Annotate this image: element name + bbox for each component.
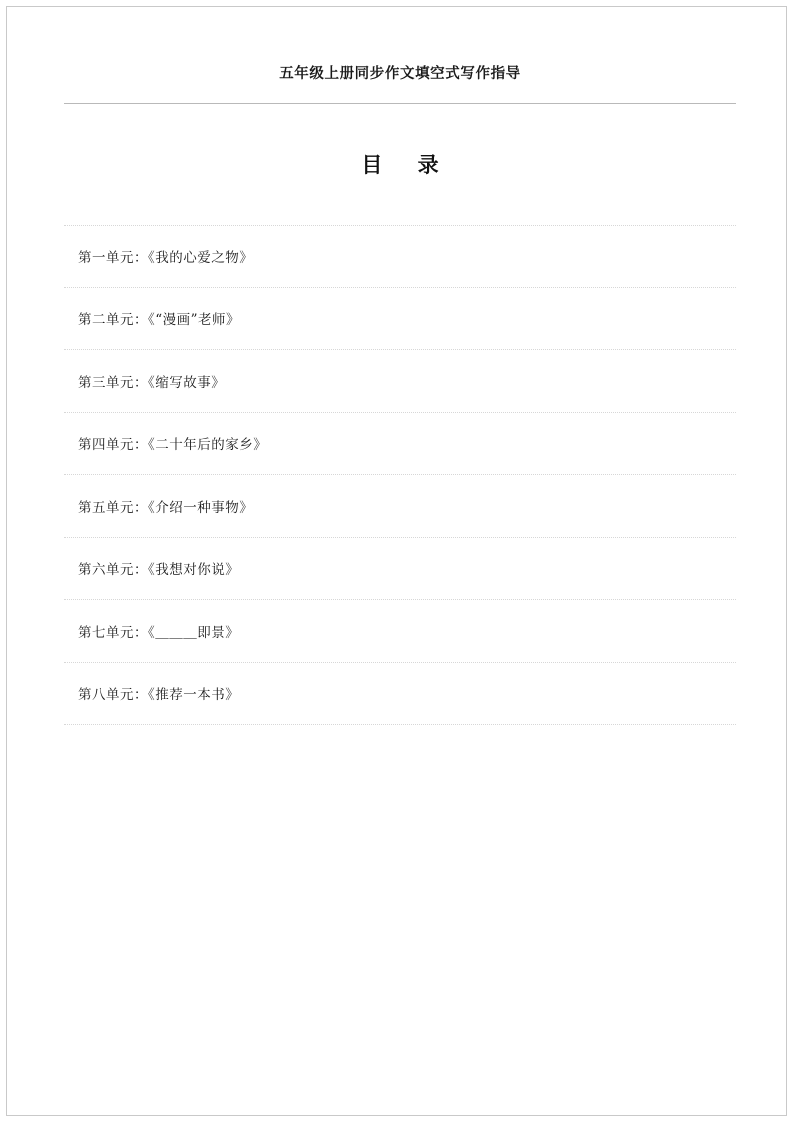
document-header-title: 五年级上册同步作文填空式写作指导 <box>279 65 521 82</box>
toc-entry-label: 第四单元：《二十年后的家乡》 <box>78 437 268 454</box>
header-divider <box>64 103 736 104</box>
list-item[interactable] <box>64 225 736 288</box>
list-item[interactable] <box>64 288 736 351</box>
list-item[interactable] <box>64 538 736 601</box>
toc-entry-label: 第三单元：《缩写故事》 <box>78 374 226 391</box>
list-item[interactable] <box>64 475 736 538</box>
list-item[interactable] <box>64 413 736 476</box>
list-item[interactable] <box>64 600 736 663</box>
toc-entry-label: 第二单元：《“漫画”老师》 <box>78 312 241 329</box>
page-content <box>64 0 736 725</box>
toc-entry-label: 第一单元：《我的心爱之物》 <box>78 250 254 267</box>
list-item[interactable] <box>64 663 736 726</box>
toc-entry-label: 第八单元：《推荐一本书》 <box>78 687 240 704</box>
toc-entry-label: 第七单元：《＿＿＿即景》 <box>78 624 240 641</box>
list-item[interactable] <box>64 350 736 413</box>
toc-entry-label: 第五单元：《介绍一种事物》 <box>78 499 254 516</box>
table-of-contents-heading: 目 录 <box>361 152 453 177</box>
toc-entry-label: 第六单元：《我想对你说》 <box>78 562 240 579</box>
table-of-contents-list <box>64 225 736 725</box>
